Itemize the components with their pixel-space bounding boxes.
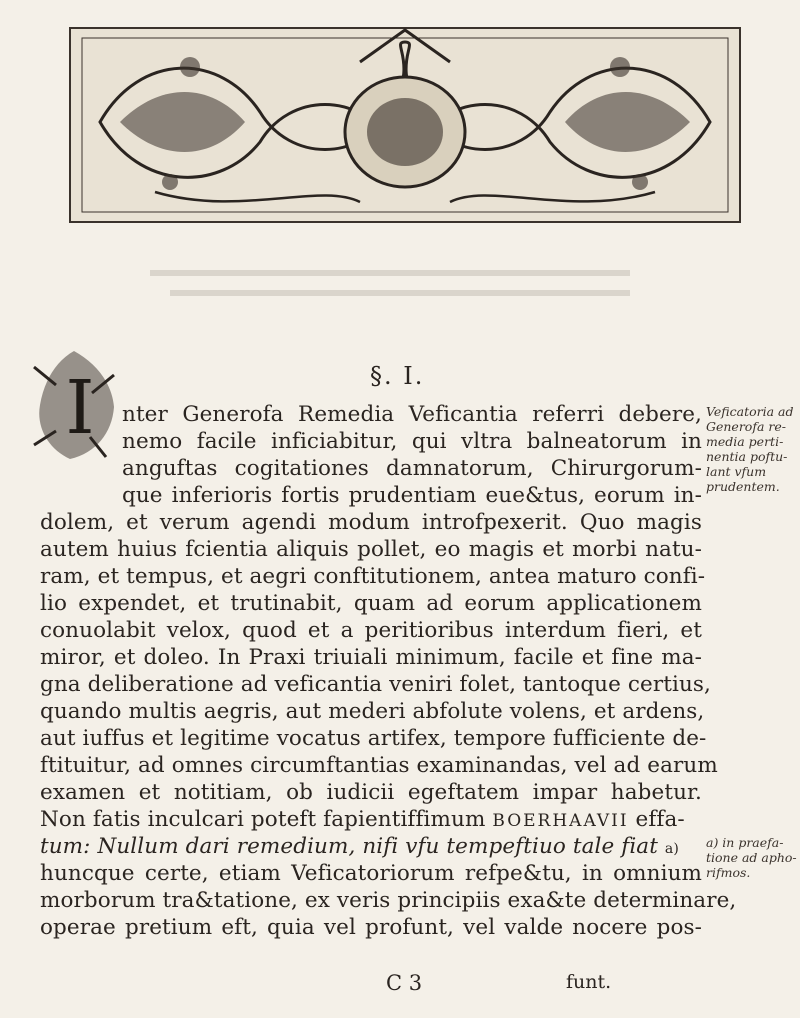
body-line-11: gna deliberatione ad veficantia veniri folet, tantoque certius, — [40, 672, 711, 697]
margin-note-2-line: a) in praefa- — [706, 835, 784, 850]
margin-note-2-line: rifmos. — [706, 865, 751, 880]
body-line-5: dolem, et verum agendi modum introfpexerit. Quo magis — [40, 510, 702, 535]
body-line-4: que inferioris fortis prudentiam eue&tus, eorum in- — [122, 483, 702, 508]
body-line-8: lio expendet, et trutinabit, quam ad eorum applicationem — [40, 591, 702, 616]
margin-note-2 — [706, 835, 797, 880]
dropcap-letter: I — [65, 365, 95, 451]
signature-mark: C 3 — [386, 971, 423, 995]
margin-note-1-line: Veficatoria ad — [706, 404, 794, 419]
body-line-14: ftituitur, ad omnes circumftantias examinandas, vel ad earum — [40, 753, 718, 778]
margin-note-1-line: nentia poftu- — [706, 449, 788, 464]
show-through-bleed — [150, 262, 650, 312]
body-line-1: nter Generofa Remedia Veficantia referri debere, — [122, 402, 702, 427]
body-line-16-tail: effa- — [635, 807, 685, 832]
body-line-17-text: tum: Nullum dari remedium, nifi vfu tempeftiuo tale fiat — [40, 834, 658, 859]
decorated-initial-ornament — [26, 345, 122, 465]
body-line-16-text: Non fatis inculcari poteft fapientiffimum — [40, 807, 486, 832]
body-line-16 — [40, 806, 685, 835]
margin-note-1 — [706, 404, 793, 494]
body-line-10: miror, et doleo. In Praxi triuiali minimum, facile et fine ma- — [40, 645, 702, 670]
margin-note-1-line: lant vfum — [706, 464, 767, 479]
footnote-reference: a) — [664, 841, 679, 857]
margin-note-2-line: tione ad apho- — [706, 850, 797, 865]
body-line-18: huncque certe, etiam Veficatoriorum refpe&tu, in omnium — [40, 861, 702, 886]
body-line-20: operae pretium eft, quia vel profunt, vel valde nocere pos- — [40, 915, 702, 940]
catchword: funt. — [566, 971, 612, 993]
author-name: BOERHAAVII — [492, 811, 629, 831]
body-line-12: quando multis aegris, aut mederi abfolute volens, et ardens, — [40, 699, 705, 724]
body-line-13: aut iuffus et legitime vocatus artifex, tempore fufficiente de- — [40, 726, 707, 751]
margin-note-1-line: media perti- — [706, 434, 784, 449]
body-line-3: anguftas cogitationes damnatorum, Chirurgorum- — [122, 456, 702, 481]
body-line-9: conuolabit velox, quod et a peritioribus interdum fieri, et — [40, 618, 702, 643]
body-line-6: autem huius fcientia aliquis pollet, eo magis et morbi natu- — [40, 537, 702, 562]
body-line-17 — [40, 833, 679, 863]
section-heading: §. I. — [370, 362, 425, 390]
ornamental-headpiece — [60, 22, 750, 227]
body-line-15: examen et notitiam, ob iudicii egeftatem impar habetur. — [40, 780, 702, 805]
body-line-2: nemo facile inficiabitur, qui vltra balneatorum in — [122, 429, 702, 454]
body-line-7: ram, et tempus, et aegri conftitutionem, antea maturo confi- — [40, 564, 706, 589]
margin-note-1-line: Generofa re- — [706, 419, 786, 434]
margin-note-1-line: prudentem. — [706, 479, 780, 494]
body-line-19: morborum tra&tatione, ex veris principiis exa&te determinare, — [40, 888, 737, 913]
